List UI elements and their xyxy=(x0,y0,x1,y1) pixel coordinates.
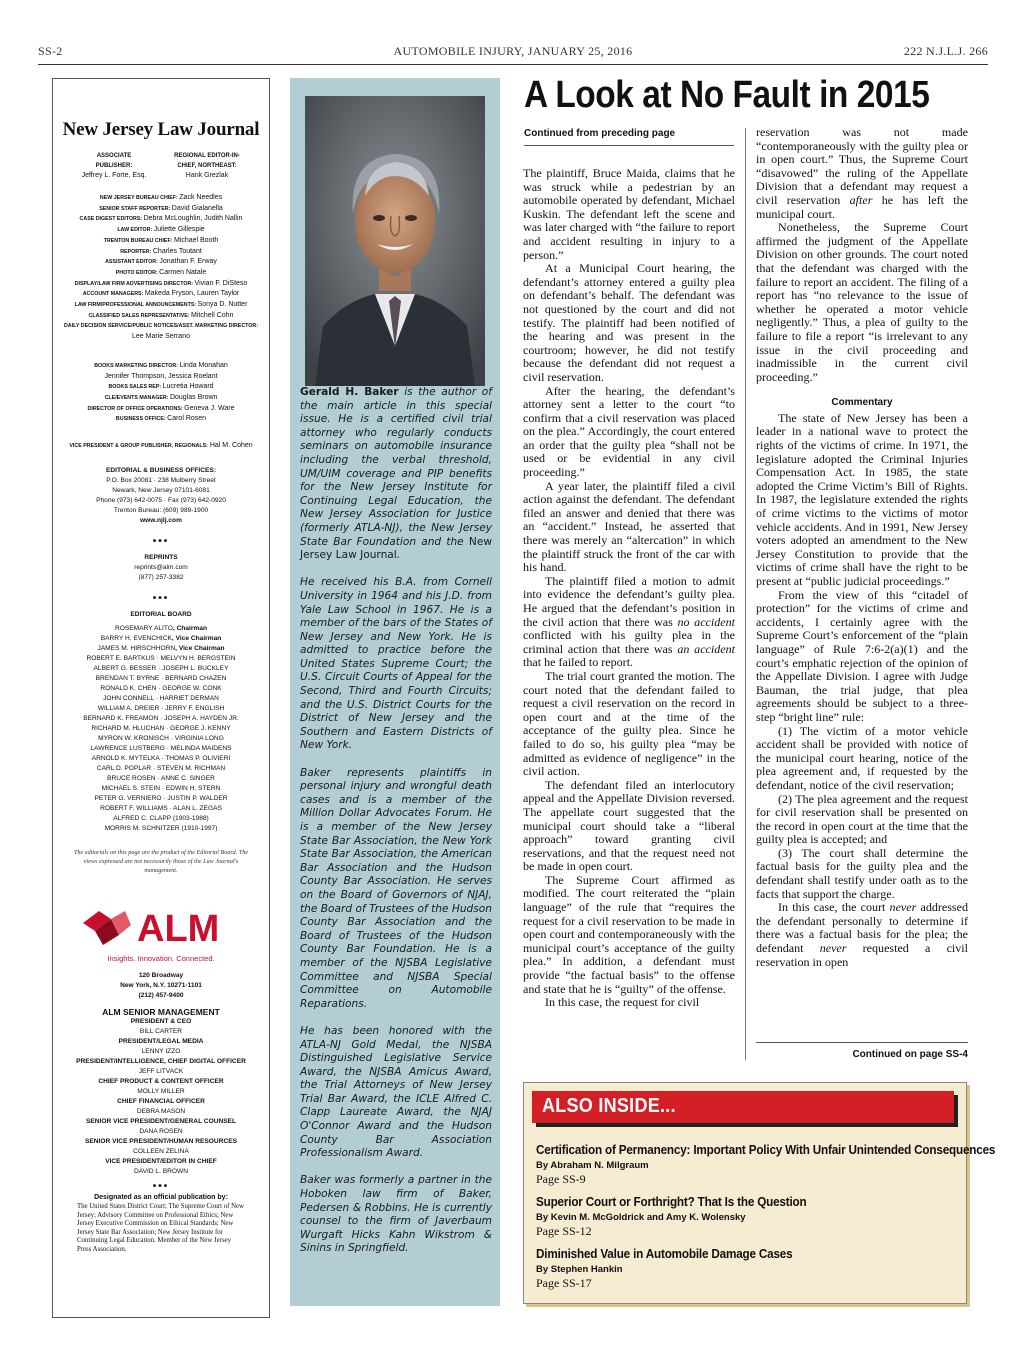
staff-line xyxy=(59,372,263,383)
board-member: LAWRENCE LUSTBERG · MELINDA MAIDENS xyxy=(90,744,232,752)
board-heading: EDITORIAL BOARD xyxy=(130,610,192,618)
article-paragraph: The plaintiff, Bruce Maida, claims that he was struck while a pedestrian by an automobile operated by defendant, Michael Kuskin. The defendant left the scene and was later charged with “the failure to report and accident resulting in injury to a person.” xyxy=(523,166,735,262)
staff-name: Mitchell Cohn xyxy=(191,311,234,319)
continued-from-label: Continued from preceding page xyxy=(524,128,734,146)
office-line: Trenton Bureau: (609) 989-1900 xyxy=(113,506,209,514)
staff-line xyxy=(59,193,263,204)
staff-line xyxy=(59,268,263,279)
staff-line xyxy=(59,311,263,322)
editorial-disclaimer: The editorials on this page are the product of the Editorial Board. The views expressed are not necessarily those of the Law Journal's management. xyxy=(73,848,249,874)
header-rule xyxy=(38,64,988,65)
vp-line xyxy=(53,441,269,452)
staff-role: CLASSIFIED SALES REPRESENTATIVE: xyxy=(88,312,192,319)
reprints-line: (877) 257-3382 xyxy=(138,573,184,581)
also-inside-item-author: By Kevin M. McGoldrick and Amy K. Wolensky xyxy=(536,1212,746,1223)
masthead xyxy=(52,78,270,1318)
alm-tagline: Insights. Innovation. Connected. xyxy=(107,953,215,963)
staff-name: Debra McLoughlin, Judith Nallin xyxy=(143,215,243,223)
also-inside-box xyxy=(523,1082,996,1304)
staff-role: ACCOUNT MANAGERS: xyxy=(82,291,145,298)
staff-role: LAW EDITOR: xyxy=(117,227,154,234)
also-inside-item-title[interactable]: Certification of Permanency: Important Policy With Unfair Unintended Consequences xyxy=(536,1143,996,1157)
article-column-1 xyxy=(523,167,735,1010)
bio-text-end: . xyxy=(396,549,401,562)
article-paragraph: (1) The victim of a motor vehicle accident shall be provided with notice of the municipal court hearing, notice of the plea agreement and, if requested by the defendant, notice of the civil reservation; xyxy=(756,723,968,792)
board-member: JAMES M. HIRSCHHORN, Vice Chairman xyxy=(97,644,225,652)
staff-name: Lee Marie Serrano xyxy=(132,333,190,341)
board-member: BARRY H. EVENCHICK, Vice Chairman xyxy=(100,634,222,642)
vp-name: Hal M. Cohen xyxy=(209,442,253,450)
article-paragraph: At a Municipal Court hearing, the defendant’s attorney entered a guilty plea on defendant’s behalf. The defendant was not questioned by the court and did not testify. The plaintiff had been notified of the hearing and was present in the courtroom; however, he did not testify because the defendant did not request a civil reservation. xyxy=(523,261,735,384)
article-paragraph: The state of New Jersey has been a leader in a national wave to protect the rights of the victims of crime. In 1971, the legislature adopted the Criminal Injuries Compensation Act. In 1985, the state adopted the Crime Victim’s Bill of Rights. In 1987, the legislature extended the rights of crime victims to the victims of motor vehicle accidents. And in 1991, New Jersey voters adopted an amendment to the New Jersey Constitution to provide that the victims of crime shall have the right to be present at “public judicial proceedings.” xyxy=(756,410,968,588)
board-member: BERNARD K. FREAMON · JOSEPH A. HAYDEN JR. xyxy=(83,714,239,722)
continued-on-label: Continued on page SS-4 xyxy=(756,1042,968,1060)
staff-line xyxy=(59,393,263,404)
staff-line xyxy=(59,332,263,343)
also-inside-item-page: Page SS-9 xyxy=(536,1172,586,1186)
alm-mgmt-name: JEFF LITVACK xyxy=(138,1068,184,1076)
board-member: WILLIAM A. DREIER · JERRY F. ENGLISH xyxy=(97,704,225,712)
article-paragraph: The defendant filed an interlocutory appeal and the Appellate Division reversed. The appellate court suggested that the municipal court should take a “liberal approach” toward granting civil reservations, and that the request need not be made in open court. xyxy=(523,777,735,874)
board-member: RONALD K. CHEN · GEORGE W. CONK xyxy=(100,684,222,692)
alm-management-list xyxy=(59,1017,263,1177)
designated-body: The United States District Court; The Supreme Court of New Jersey; Advisory Committee on Professional Ethics; New Jersey Executive Commission on Ethical Standards; New Jersey State Bar Association; New Jersey Institute for Continuing Legal Education. Member of the New Jersey Press Association. xyxy=(77,1203,244,1253)
board-member: ROBERT F. WILLIAMS · ALAN L. ZEGAS xyxy=(100,804,222,812)
page-number: SS-2 xyxy=(38,44,63,58)
also-inside-item-author: By Abraham N. Milgraum xyxy=(536,1160,649,1171)
article-paragraph: After the hearing, the defendant’s attorney sent a letter to the court “to confirm that a civil reservation was placed on the plea.” Accordingly, the court entered an order that the guilty plea “shall not be used or be evidential in any civil proceeding.” xyxy=(523,383,735,480)
section-dateline: AUTOMOBILE INJURY, JANUARY 25, 2016 xyxy=(393,44,633,58)
author-bio xyxy=(300,386,492,1270)
staff-line xyxy=(59,247,263,258)
publication-name: New Jersey Law Journal xyxy=(300,535,492,562)
board-member: MICHAEL S. STEIN · EDWIN H. STERN xyxy=(101,784,221,792)
article-title: A Look at No Fault in 2015 xyxy=(524,74,930,116)
offices xyxy=(53,466,269,526)
staff-name: Zack Needles xyxy=(179,194,223,201)
also-inside-item-page: Page SS-12 xyxy=(536,1224,592,1238)
separator-dots: ••• xyxy=(152,592,170,604)
staff-role: BUSINESS OFFICE: xyxy=(115,416,168,423)
bio-paragraph: Baker represents plaintiffs in personal injury and wrongful death cases and is a member of the Million Dollar Advocates Forum. He is a member of the New Jersey State Bar Association, the New York State Bar Association, the American Bar Association and the Hudson County Bar Association. He serves on the Board of Governors of NJAJ, the Board of Trustees of the Hudson County Bar Association and the Board of Trustees of the Hudson County Bar Foundation. He is a member of the NJSBA Legislative Committee and NJSBA Special Committee on Automobile Reparations. xyxy=(300,766,492,1010)
alm-logo-mark xyxy=(81,905,241,947)
reprints-line: reprints@alm.com xyxy=(134,563,188,571)
staff-line xyxy=(59,204,263,215)
article-paragraph: The trial court granted the motion. The court noted that the defendant failed to request a civil reservation on the record in open court and at the time of the acceptance of the guilty plea. Since he failed to do so, his guilty plea “may be admitted as evidence of negligence” in the civil action. xyxy=(523,668,735,779)
alm-mgmt-role: PRESIDENT/INTELLIGENCE, CHIEF DIGITAL OFFICER xyxy=(76,1058,246,1066)
website: www.njlj.com xyxy=(140,516,182,524)
reprints-lines xyxy=(59,563,263,583)
staff-line xyxy=(59,289,263,300)
staff-name: Lucretia Howard xyxy=(162,383,214,391)
article-paragraph: From the view of this “citadel of protection” for the victims of crime and accidents, I certainly agree with the Supreme Court’s enforcement of the “plain language” of Rule 7:6-2(a)(1) and the court’s emphatic rejection of the opinion of the Appellate Division. I agree with Judge Bauman, the trial judge, that plea agreements should be subject to a three-step “bright line” rule: xyxy=(756,587,968,724)
staff-name: Jonathan F. Erway xyxy=(159,258,217,266)
alm-mgmt-role: CHIEF PRODUCT & CONTENT OFFICER xyxy=(98,1078,224,1086)
staff-role: BOOKS MARKETING DIRECTOR: xyxy=(94,362,180,369)
separator-dots: ••• xyxy=(152,1181,170,1193)
regional-editor-name: Hank Grezlak xyxy=(185,172,229,179)
board-member: RICHARD M. HLUCHAN · GEORGE J. KENNY xyxy=(91,724,231,732)
alm-mgmt-name: DANA ROSEN xyxy=(139,1128,183,1136)
separator-dots: ••• xyxy=(152,535,170,547)
alm-wordmark: ALM xyxy=(137,907,220,947)
alm-mgmt-name: LENNY IZZO xyxy=(141,1048,181,1056)
alm-address-line: (212) 457-9400 xyxy=(138,991,184,999)
staff-line xyxy=(59,321,263,332)
also-inside-item-author: By Stephen Hankin xyxy=(536,1264,623,1275)
board-member: CARL D. POPLAR · STEVEN M. RICHMAN xyxy=(96,764,226,772)
alm-address-line: New York, N.Y. 10271-1101 xyxy=(120,981,202,989)
staff-line xyxy=(59,279,263,290)
alm-mgmt-role: SENIOR VICE PRESIDENT/GENERAL COUNSEL xyxy=(85,1118,237,1126)
author-photo xyxy=(305,96,485,386)
staff-line xyxy=(59,404,263,415)
alm-address xyxy=(53,971,269,1001)
staff-name: Linda Monahan xyxy=(179,361,228,369)
board-member: ROBERT E. BARTKUS · MELVYN H. BERGSTEIN xyxy=(86,654,236,662)
staff-role: BOOKS SALES REP: xyxy=(108,384,163,391)
article-paragraph: reservation was not made “contemporaneously with the guilty plea or in open court.” Thus, the Supreme Court “disavowed” the ruling of the Appellate Division that a defendant may request a civil reservation after he has left the municipal court. xyxy=(756,125,969,221)
designated-heading: Designated as an official publication by: xyxy=(94,1194,228,1202)
bio-paragraph: Baker was formerly a partner in the Hoboken law firm of Baker, Pedersen & Robbins. He is currently counsel to the firm of Javerbaum Wurgaft Hicks Kahn Wikstrom & Sinins in Springfield. xyxy=(300,1174,492,1255)
alm-mgmt-name: DAVID L. BROWN xyxy=(133,1168,189,1176)
offices-heading: EDITORIAL & BUSINESS OFFICES: xyxy=(105,466,217,474)
also-inside-item-page: Page SS-17 xyxy=(536,1276,592,1290)
board-members xyxy=(59,624,263,834)
assoc-publisher-name: Jeffrey L. Forte, Esq. xyxy=(81,172,147,179)
page-header xyxy=(38,44,988,62)
alm-mgmt-role: PRESIDENT & CEO xyxy=(130,1018,192,1026)
staff-role: SENIOR STAFF REPORTER: xyxy=(99,205,172,212)
alm-mgmt-role: PRESIDENT/LEGAL MEDIA xyxy=(118,1038,204,1046)
alm-logo xyxy=(81,905,241,963)
author-sidebar xyxy=(290,78,500,1306)
office-line: P.O. Box 20081 · 238 Mulberry Street xyxy=(106,476,216,484)
commentary-heading: Commentary xyxy=(831,397,893,409)
also-inside-item-title[interactable]: Diminished Value in Automobile Damage Cases xyxy=(536,1247,793,1261)
staff-name: Carmen Natale xyxy=(159,268,207,276)
alm-management-heading: ALM SENIOR MANAGEMENT xyxy=(102,1006,220,1017)
author-portrait-image xyxy=(305,96,485,386)
citation: 222 N.J.L.J. 266 xyxy=(903,44,988,58)
staff-role: ASSISTANT EDITOR: xyxy=(105,259,160,266)
staff-role: CASE DIGEST EDITORS: xyxy=(79,216,144,223)
staff-role: PHOTO EDITOR: xyxy=(115,269,160,276)
article-paragraph: The Supreme Court affirmed as modified. The court reiterated the “plain language” of the rule that “requires the request for a civil reservation to be made in open court and contemporaneously with the municipal court’s acceptance of the guilty plea.” In addition, a defendant must provide “the factual basis” to the offense and state that he is “guilty” of the offense. xyxy=(523,872,735,996)
also-inside-list xyxy=(536,1143,996,1299)
board-member: MORRIS M. SCHNITZER (1910-1997) xyxy=(104,824,218,832)
alm-mgmt-role: SENIOR VICE PRESIDENT/HUMAN RESOURCES xyxy=(84,1138,238,1146)
office-line: Newark, New Jersey 07101-6081 xyxy=(112,486,210,494)
article-column-2 xyxy=(756,126,968,969)
board-member: MYRON W. KRONISCH · VIRGINIA LONG xyxy=(98,734,224,742)
staff-name: Juliette Gillespie xyxy=(153,226,205,234)
staff-line xyxy=(59,214,263,225)
article-paragraph: The plaintiff filed a motion to admit into evidence the defendant’s guilty plea. He argued that the defendant’s position in the civil action that there was no accident conflicted with his guilty plea in the criminal action that there was an accident that he failed to report. xyxy=(523,573,735,670)
assoc-publisher-label: ASSOCIATE PUBLISHER: xyxy=(95,153,133,169)
board-member: ROSEMARY ALITO, Chairman xyxy=(115,624,207,632)
newspaper-logo: New Jersey Law Journal xyxy=(62,119,260,140)
publisher-row xyxy=(53,151,269,181)
staff-line xyxy=(59,414,263,425)
staff-role: DIRECTOR OF OFFICE OPERATIONS: xyxy=(87,405,185,412)
staff-name: David Gialanella xyxy=(171,204,223,212)
column-2-part-b xyxy=(756,412,968,969)
staff-name: Carol Rosen xyxy=(167,415,207,423)
staff-line xyxy=(59,382,263,393)
alm-mgmt-name: MOLLY MILLER xyxy=(137,1088,185,1096)
editorial-board xyxy=(53,610,269,834)
board-member: ALFRED C. CLAPP (1903-1988) xyxy=(113,814,209,822)
also-inside-item-title[interactable]: Superior Court or Forthright? That Is the Question xyxy=(536,1195,807,1209)
staff-role: LAW FIRM/PROFESSIONAL ANNOUNCEMENTS: xyxy=(74,302,198,309)
board-member: PETER G. VERNIERO · JUSTIN P. WALDER xyxy=(94,794,228,802)
staff-name: Jennifer Thompson, Jessica Roelant xyxy=(104,372,218,380)
also-inside-banner xyxy=(532,1091,954,1123)
board-member: BRENDAN T. BYRNE · BERNARD CHAZEN xyxy=(95,674,227,682)
staff-role: NEW JERSEY BUREAU CHIEF: xyxy=(99,195,180,201)
article-paragraph: Nonetheless, the Supreme Court affirmed the judgment of the Appellate Division on other grounds. The court noted that the defendant was charged with the failure to report an accident. The filing of a report has “no relevance to the issue of whether he operated a motor vehicle negligently.” Thus, a plea of guilty to the failure to file a report “is irrelevant to any issue in the civil proceeding and inadmissible in the current civil proceeding.” xyxy=(756,220,968,384)
bio-paragraph xyxy=(300,386,492,563)
alm-mgmt-name: COLLEEN ZELINA xyxy=(133,1148,189,1156)
column-divider xyxy=(745,128,746,1060)
column-2-part-a xyxy=(756,126,968,384)
board-member: BRUCE ROSEN · ANNE C. SINGER xyxy=(107,774,215,782)
staff-name: Michael Booth xyxy=(173,236,219,244)
staff-role: REPORTER: xyxy=(120,248,153,255)
regional-editor-label: REGIONAL EDITOR-IN-CHIEF, NORTHEAST: xyxy=(174,153,240,169)
article-paragraph: A year later, the plaintiff filed a civil action against the defendant. The defendant filed an answer and denied that there was an “accident.” Instead, he asserted that there was merely an “altercation” in which the plaintiff struck the front of the car with his hand. xyxy=(523,478,735,575)
staff-line xyxy=(59,361,263,372)
staff-line xyxy=(59,257,263,268)
bio-paragraph: He has been honored with the ATLA-NJ Gold Medal, the NJSBA Distinguished Legislative Service Award, the NJSBA Amicus Award, the Trial Attorneys of New Jersey Trial Bar Award, the ICLE Alfred C. Clapp Laureate Award, the NJAJ O'Connor Award and the Hudson County Bar Association Professionalism Award. xyxy=(300,1024,492,1160)
staff-line xyxy=(59,236,263,247)
staff-name: Charles Toutant xyxy=(152,247,202,255)
alm-mgmt-role: VICE PRESIDENT/EDITOR IN CHIEF xyxy=(105,1158,217,1166)
staff-role: DISPLAY/LAW FIRM ADVERTISING DIRECTOR: xyxy=(74,280,195,287)
staff-line xyxy=(59,225,263,236)
also-inside-heading: ALSO INSIDE... xyxy=(542,1095,676,1117)
staff-name: Geneva J. Ware xyxy=(184,404,235,412)
also-inside-item[interactable] xyxy=(536,1247,964,1291)
bio-text: is the author of the main article in this special issue. He is a certified civil trial attorney who regularly conducts seminars on automobile insurance including the verbal threshold, UM/UIM coverage and PIP benefits for the New Jersey Institute for Continuing Legal Education, the New Jersey Association for Justice (formerly ATLA-NJ), the New Jersey State Bar Foundation and the xyxy=(300,386,492,548)
article-paragraph: (3) The court shall determine the factual basis for the guilty plea and the defendant shall testify under oath as to the facts that support the charge. xyxy=(756,845,968,901)
reprints-heading: REPRINTS xyxy=(144,553,178,561)
staff-name: Douglas Brown xyxy=(169,393,218,401)
also-inside-item[interactable] xyxy=(536,1195,964,1239)
article-paragraph: In this case, the request for civil xyxy=(545,995,700,1010)
bio-paragraph: He received his B.A. from Cornell University in 1964 and his J.D. from Yale Law School in 1967. He is a member of the bars of the States of New Jersey and New York. He is admitted to practice before the United States Supreme Court; the U.S. Circuit Courts of Appeal for the Second, Third and Fourth Circuits; and the U.S. District Courts for the District of New Jersey and the Southern and Eastern Districts of New York. xyxy=(300,576,492,752)
staff-list-2 xyxy=(53,361,269,425)
author-name: Gerald H. Baker xyxy=(300,386,399,398)
board-member: ARNOLD K. MYTELKA · THOMAS P. OLIVIERI xyxy=(91,754,231,762)
staff-role: DAILY DECISION SERVICE/PUBLIC NOTICES/ASST. MARKETING DIRECTOR: xyxy=(63,323,259,330)
staff-list xyxy=(53,193,269,343)
staff-line xyxy=(59,300,263,311)
office-line: Phone (973) 642-0075 · Fax (973) 642-0920 xyxy=(96,496,226,504)
offices-lines xyxy=(59,476,263,516)
board-member: ALBERT G. BESSER · JOSEPH L. BUCKLEY xyxy=(93,664,229,672)
also-inside-item[interactable] xyxy=(536,1143,996,1187)
article-paragraph: In this case, the court never addressed the defendant personally to determine if there was a factual basis for the plea; the defendant never requested a civil reservation in open xyxy=(756,900,968,969)
alm-mgmt-role: CHIEF FINANCIAL OFFICER xyxy=(117,1098,205,1106)
alm-mgmt-name: BILL CARTER xyxy=(139,1028,183,1036)
staff-name: Makeda Fryson, Lauren Taylor xyxy=(144,290,240,298)
alm-address-line: 120 Broadway xyxy=(138,971,184,979)
vp-role: VICE PRESIDENT & GROUP PUBLISHER, REGIONALS: xyxy=(69,443,208,450)
staff-name: Sonya D. Nutter xyxy=(197,301,248,309)
article-paragraph: (2) The plea agreement and the request for civil reservation shall be presented on the record in open court at the time that the guilty plea is accepted; and xyxy=(756,791,968,847)
staff-role: TRENTON BUREAU CHIEF: xyxy=(103,237,174,244)
reprints xyxy=(53,553,269,583)
alm-mgmt-name: DEBRA MASON xyxy=(136,1108,186,1116)
staff-role: CLE/EVENTS MANAGER: xyxy=(104,394,170,401)
staff-name: Vivian F. DiSteso xyxy=(194,279,248,287)
alm-management xyxy=(53,1007,269,1178)
board-member: JOHN CONNELL · HARRIET DERMAN xyxy=(103,694,219,702)
